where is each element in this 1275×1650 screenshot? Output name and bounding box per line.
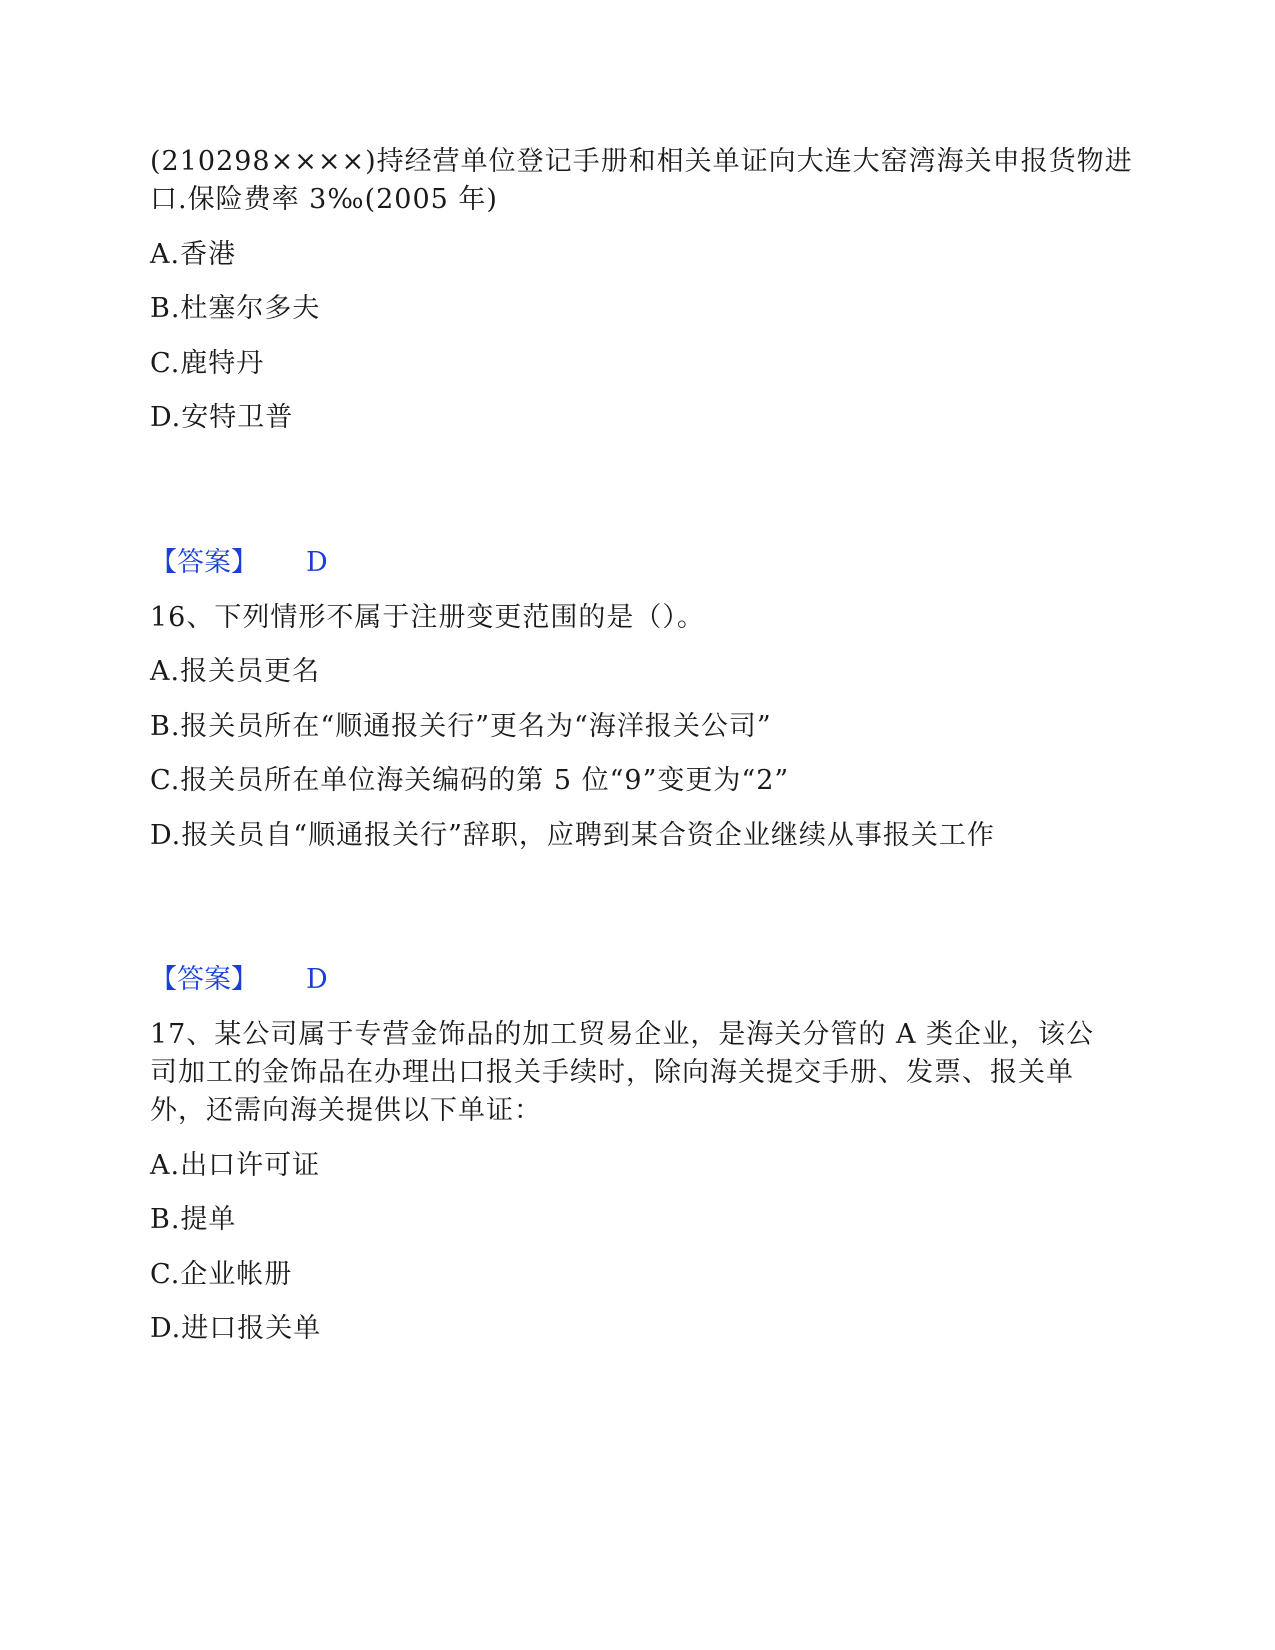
q17-stem-line2: 司加工的金饰品在办理出口报关手续时，除向海关提交手册、发票、报关单 — [150, 1057, 1074, 1088]
q15-option-b: B.杜塞尔多夫 — [150, 293, 321, 324]
q16-stem: 16、下列情形不属于注册变更范围的是（）。 — [150, 602, 705, 633]
q17-stem-line3: 外，还需向海关提供以下单证： — [150, 1095, 542, 1126]
q15-option-c: C.鹿特丹 — [150, 348, 265, 379]
q15-option-d: D.安特卫普 — [150, 402, 294, 433]
q16-answer-value: D — [306, 964, 328, 995]
q15-option-a: A.香港 — [150, 239, 237, 270]
q15-answer-label: 【答案】 — [150, 547, 258, 578]
q15-answer — [150, 545, 328, 581]
q16-answer — [150, 962, 328, 998]
q16-option-a: A.报关员更名 — [150, 656, 321, 687]
q17-option-d: D.进口报关单 — [150, 1313, 322, 1344]
q17-option-a: A.出口许可证 — [150, 1150, 321, 1181]
q16-option-c: C.报关员所在单位海关编码的第 5 位“9”变更为“2” — [150, 765, 790, 796]
q17-option-c: C.企业帐册 — [150, 1259, 293, 1290]
q16-answer-label: 【答案】 — [150, 964, 258, 995]
q16-option-d: D.报关员自“顺通报关行”辞职，应聘到某合资企业继续从事报关工作 — [150, 820, 995, 851]
q15-stem-line1: (210298××××)持经营单位登记手册和相关单证向大连大窑湾海关申报货物进 — [150, 146, 1133, 177]
q15-stem-line2: 口.保险费率 3‰(2005 年) — [150, 184, 498, 215]
q17-stem-line1: 17、某公司属于专营金饰品的加工贸易企业，是海关分管的 A 类企业，该公 — [150, 1019, 1095, 1050]
q16-option-b: B.报关员所在“顺通报关行”更名为“海洋报关公司” — [150, 711, 772, 742]
q15-answer-value: D — [306, 547, 328, 578]
q17-option-b: B.提单 — [150, 1204, 237, 1235]
